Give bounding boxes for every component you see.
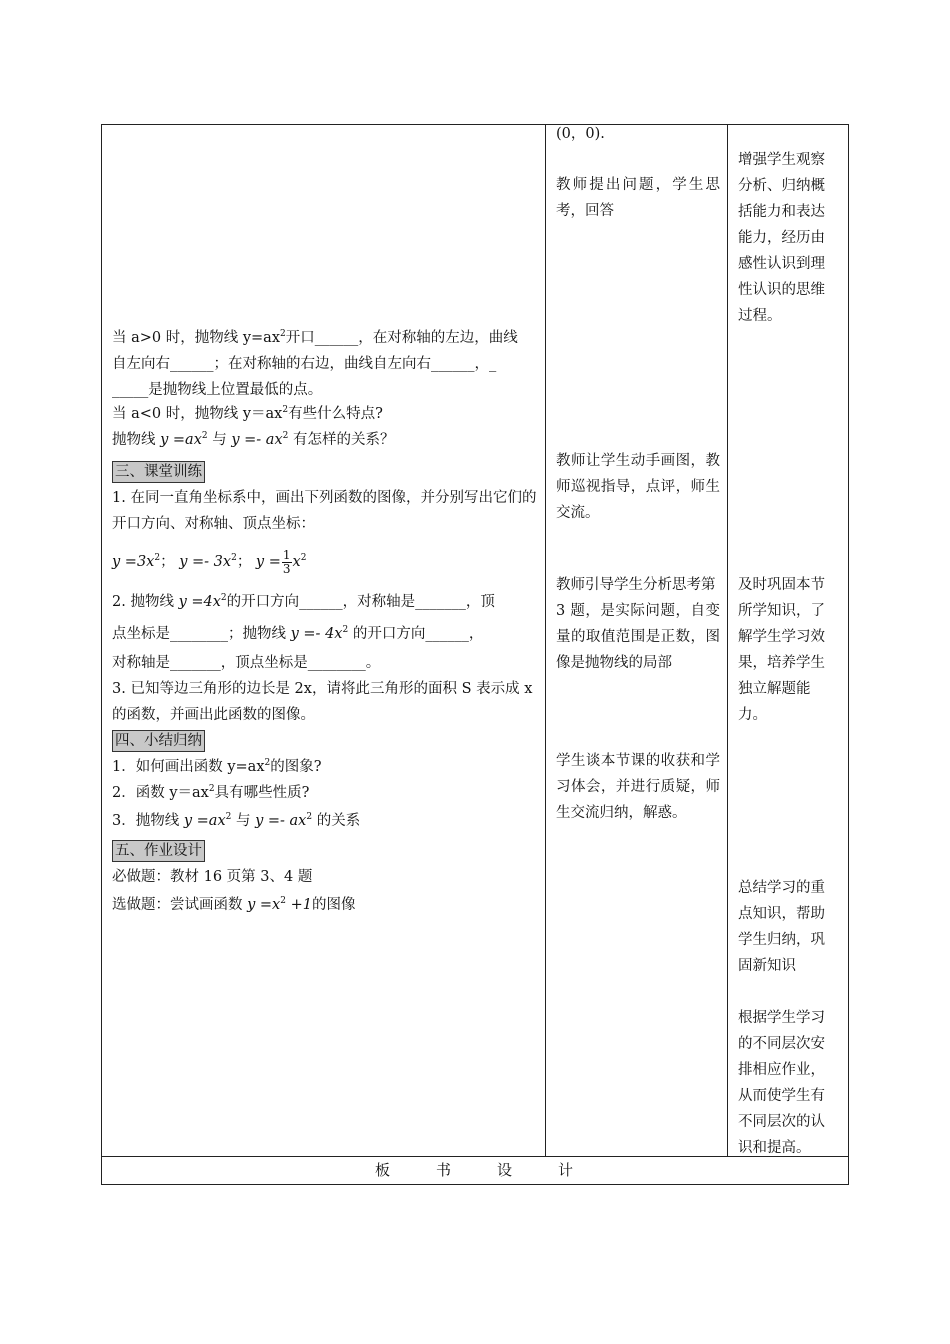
summary-item: 2．函数 $y=ax^2$具有哪些性质? xyxy=(112,784,310,801)
exercise-3: 3. 已知等边三角形的边长是 2x，请将此三角形的面积 S 表示成 x 的函数，并画出此函数的图像。 xyxy=(112,681,533,723)
exercise-2-line: 点坐标是________；抛物线 $y =- 4x^2$ 的开口方向______， xyxy=(112,625,484,642)
section-heading-summary: 四、小结归纳 xyxy=(112,728,205,754)
summary-item: 1．如何画出函数 $y=ax^2$的图象? xyxy=(112,758,322,775)
intent-note: 及时巩固本节所学知识，了解学生学习效果，培养学生独立解题能力。 xyxy=(738,577,825,723)
intent-note: 根据学生学习的不同层次安排相应作业，从而使学生有不同层次的认识和提高。 xyxy=(738,1010,825,1156)
activity-note: 教师引导学生分析思考第 3 题，是实际问题，自变量的取值范围是正数，图像是抛物线的局部 xyxy=(556,577,720,671)
activity-note: 教师提出问题，学生思考，回答 xyxy=(556,177,720,219)
text-line: _____是抛物线上位置最低的点。 xyxy=(112,382,323,398)
exercise-2-line: 对称轴是_______，顶点坐标是________。 xyxy=(112,655,381,671)
section-heading-practice: 三、课堂训练 xyxy=(112,459,205,485)
text-line: 当 a>0 时，抛物线 $y=ax^2$开口______，在对称轴的左边，曲线 xyxy=(112,329,518,346)
column-divider xyxy=(545,125,546,1156)
summary-item: 3．抛物线 $y =ax^2$ 与 $y =- ax^2$ 的关系 xyxy=(112,812,361,829)
activity-note: 教师让学生动手画图，教师巡视指导，点评，师生交流。 xyxy=(556,453,720,521)
homework-required: 必做题：教材 16 页第 3、4 题 xyxy=(112,869,313,885)
column-divider xyxy=(727,125,728,1156)
exercise-1-functions: $y =3x^2$； $y =- 3x^2$； y = $\frac{1}{3}$ $x^2$ xyxy=(112,547,307,576)
intent-note: 增强学生观察分析、归纳概括能力和表达能力，经历由感性认识到理性认识的思维过程。 xyxy=(738,152,825,324)
blackboard-design-row: 板 书 设 计 xyxy=(374,1161,576,1179)
text-line: 当 a<0 时，抛物线 $y=ax^2$有些什么特点? xyxy=(112,405,383,422)
activity-note: 学生谈本节课的收获和学习体会，并进行质疑，师生交流归纳，解惑。 xyxy=(556,753,720,821)
text-line: 自左向右______；在对称轴的右边，曲线自左向右______，_ xyxy=(112,356,497,372)
exercise-1: 1. 在同一直角坐标系中，画出下列函数的图像，并分别写出它们的开口方向、对称轴、顶点坐标： xyxy=(112,490,537,532)
section-heading-homework: 五、作业设计 xyxy=(112,838,205,864)
text-line: (0，0). xyxy=(556,126,605,142)
text-line: 抛物线 $y =ax^2$ 与 $y =- ax^2$ 有怎样的关系？ xyxy=(112,431,395,448)
homework-optional: 选做题：尝试画函数 $y =x^2 +1$的图像 xyxy=(112,896,356,913)
intent-note: 总结学习的重点知识，帮助学生归纳，巩固新知识 xyxy=(738,880,825,974)
lesson-table xyxy=(101,124,849,1185)
fraction: $\frac{1}{3}$ xyxy=(282,547,291,576)
exercise-2-line: 2. 抛物线 $y =4x^2$的开口方向______，对称轴是_______，顶 xyxy=(112,593,495,610)
